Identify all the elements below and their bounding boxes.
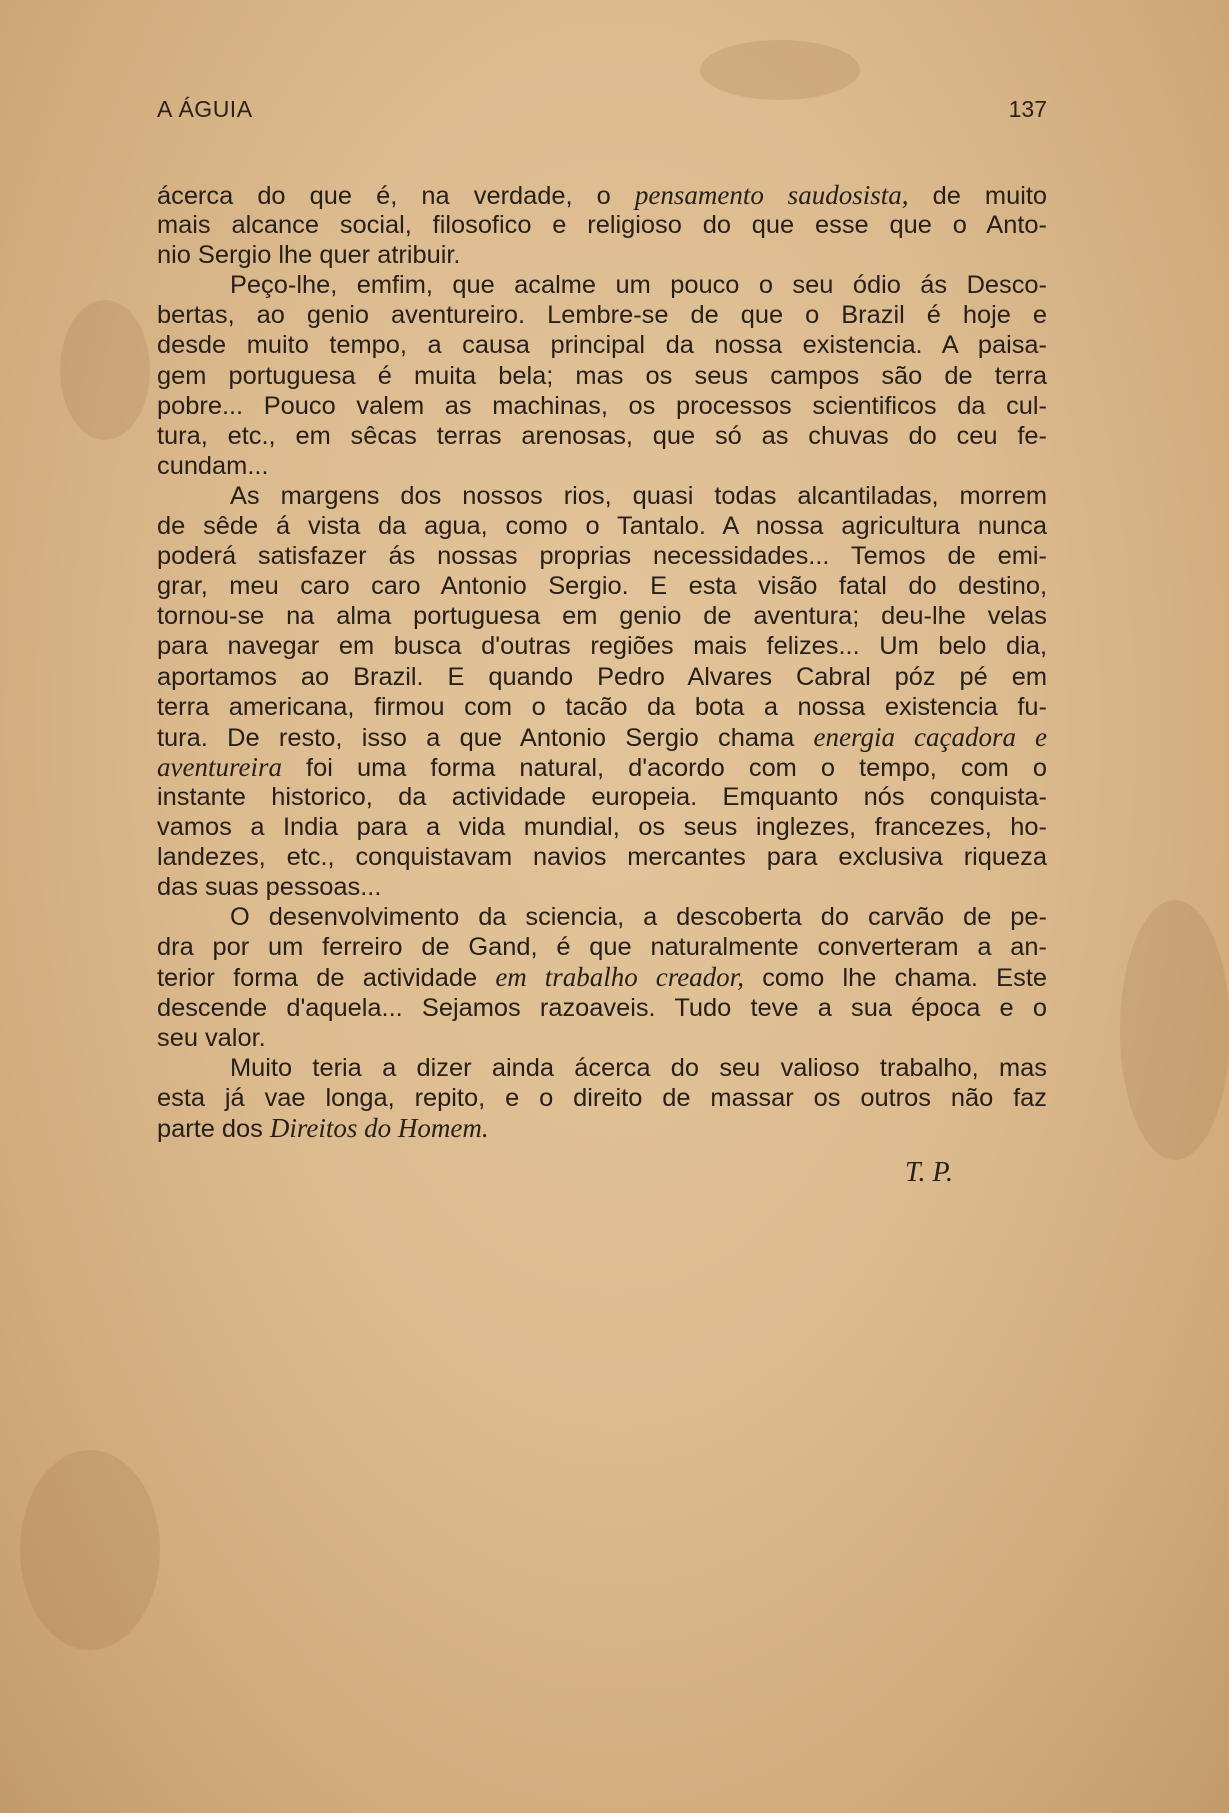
text-segment: ácerca do que é, na verdade, o bbox=[157, 182, 635, 210]
paper-stain bbox=[60, 300, 150, 440]
text-segment: parte dos bbox=[157, 1114, 270, 1143]
text-line bbox=[157, 722, 1047, 752]
page-header bbox=[157, 96, 1047, 130]
text-segment: tura, etc., em sêcas terras arenosas, que só as chuvas do ceu fe- bbox=[157, 421, 1047, 450]
text-segment: desde muito tempo, a causa principal da nossa existencia. A paisa- bbox=[157, 331, 1047, 360]
text-line bbox=[157, 842, 1047, 872]
text-segment: dra por um ferreiro de Gand, é que naturalmente converteram a an- bbox=[157, 933, 1047, 962]
italic-text: aventureira bbox=[157, 751, 282, 782]
text-segment: foi uma forma natural, d'acordo com o tempo, com o bbox=[281, 753, 1047, 782]
text-segment: como lhe chama. Este bbox=[743, 964, 1047, 993]
text-segment: descende d'aquela... Sejamos razoaveis. Tudo teve a sua época e o bbox=[157, 993, 1047, 1022]
paper-stain bbox=[700, 40, 860, 100]
text-segment: O desenvolvimento da sciencia, a descoberta do carvão de pe- bbox=[230, 903, 1047, 932]
text-segment: tura. De resto, isso a que Antonio Sergio chama bbox=[157, 723, 814, 752]
text-segment: As margens dos nossos rios, quasi todas alcantiladas, morrem bbox=[230, 481, 1047, 510]
text-line bbox=[157, 1113, 1047, 1143]
text-segment: das suas pessoas... bbox=[157, 873, 382, 902]
text-segment: Muito teria a dizer ainda ácerca do seu valioso trabalho, mas bbox=[230, 1053, 1047, 1082]
text-segment: poderá satisfazer ás nossas proprias necessidades... Temos de emi- bbox=[157, 542, 1047, 571]
author-signature: T. P. bbox=[905, 1157, 953, 1188]
text-segment: instante historico, da actividade europeia. Emquanto nós conquista- bbox=[157, 782, 1047, 811]
text-line bbox=[157, 692, 1047, 722]
italic-text: Direitos do Homem. bbox=[269, 1112, 489, 1143]
text-line bbox=[157, 481, 1047, 511]
paper-stain bbox=[1120, 900, 1229, 1160]
text-segment: tornou-se na alma portuguesa em genio de aventura; deu-lhe velas bbox=[157, 602, 1047, 631]
text-segment: bertas, ao genio aventureiro. Lembre-se de que o Brazil é hoje e bbox=[157, 301, 1047, 330]
text-line bbox=[157, 962, 1047, 992]
text-segment: pobre... Pouco valem as machinas, os processos scientificos da cul- bbox=[157, 391, 1047, 420]
text-line bbox=[157, 511, 1047, 541]
text-segment: terra americana, firmou com o tacão da bota a nossa existencia fu- bbox=[157, 692, 1047, 721]
text-segment: vamos a India para a vida mundial, os seus inglezes, francezes, ho- bbox=[157, 812, 1047, 841]
text-line bbox=[157, 662, 1047, 692]
text-line bbox=[157, 782, 1047, 812]
text-line bbox=[157, 1023, 1047, 1053]
text-segment: seu valor. bbox=[157, 1023, 266, 1052]
text-segment: de muito bbox=[908, 182, 1048, 210]
text-line bbox=[157, 571, 1047, 601]
text-segment: Peço-lhe, emfim, que acalme um pouco o seu ódio ás Desco- bbox=[230, 271, 1047, 300]
italic-text: em trabalho creador, bbox=[495, 962, 744, 993]
text-line bbox=[157, 330, 1047, 360]
text-line bbox=[157, 872, 1047, 902]
text-line bbox=[157, 752, 1047, 782]
text-segment: esta já vae longa, repito, e o direito de massar os outros não faz bbox=[157, 1083, 1047, 1112]
text-line bbox=[157, 812, 1047, 842]
text-line bbox=[157, 1053, 1047, 1083]
running-title: A ÁGUIA bbox=[157, 96, 253, 122]
text-line bbox=[157, 932, 1047, 962]
text-line bbox=[157, 391, 1047, 421]
text-segment: nio Sergio lhe quer atribuir. bbox=[157, 241, 461, 270]
text-line bbox=[157, 270, 1047, 300]
text-segment: mais alcance social, filosofico e religioso do que esse que o Anto- bbox=[157, 211, 1047, 240]
text-segment: aportamos ao Brazil. E quando Pedro Alvares Cabral póz pé em bbox=[157, 662, 1047, 691]
italic-text: energia caçadora e bbox=[813, 721, 1047, 752]
text-line bbox=[157, 451, 1047, 481]
text-segment: landezes, etc., conquistavam navios mercantes para exclusiva riqueza bbox=[157, 843, 1047, 872]
text-line bbox=[157, 993, 1047, 1023]
text-line bbox=[157, 601, 1047, 631]
text-line bbox=[157, 361, 1047, 391]
text-segment: cundam... bbox=[157, 451, 269, 480]
italic-text: pensamento saudosista, bbox=[634, 180, 909, 210]
text-segment: grar, meu caro caro Antonio Sergio. E esta visão fatal do destino, bbox=[157, 572, 1047, 601]
text-line bbox=[157, 1083, 1047, 1113]
text-segment: terior forma de actividade bbox=[157, 964, 496, 993]
text-line bbox=[157, 541, 1047, 571]
article-body bbox=[157, 180, 1047, 1143]
text-line bbox=[157, 902, 1047, 932]
text-line bbox=[157, 210, 1047, 240]
page-number: 137 bbox=[1008, 96, 1047, 122]
text-line bbox=[157, 300, 1047, 330]
text-line bbox=[157, 180, 1047, 210]
text-segment: gem portuguesa é muita bela; mas os seus campos são de terra bbox=[157, 361, 1047, 390]
text-line bbox=[157, 631, 1047, 661]
text-segment: de sêde á vista da agua, como o Tantalo. A nossa agricultura nunca bbox=[157, 512, 1047, 541]
text-line bbox=[157, 240, 1047, 270]
paper-stain bbox=[20, 1450, 160, 1650]
text-line bbox=[157, 421, 1047, 451]
text-segment: para navegar em busca d'outras regiões mais felizes... Um belo dia, bbox=[157, 632, 1047, 661]
